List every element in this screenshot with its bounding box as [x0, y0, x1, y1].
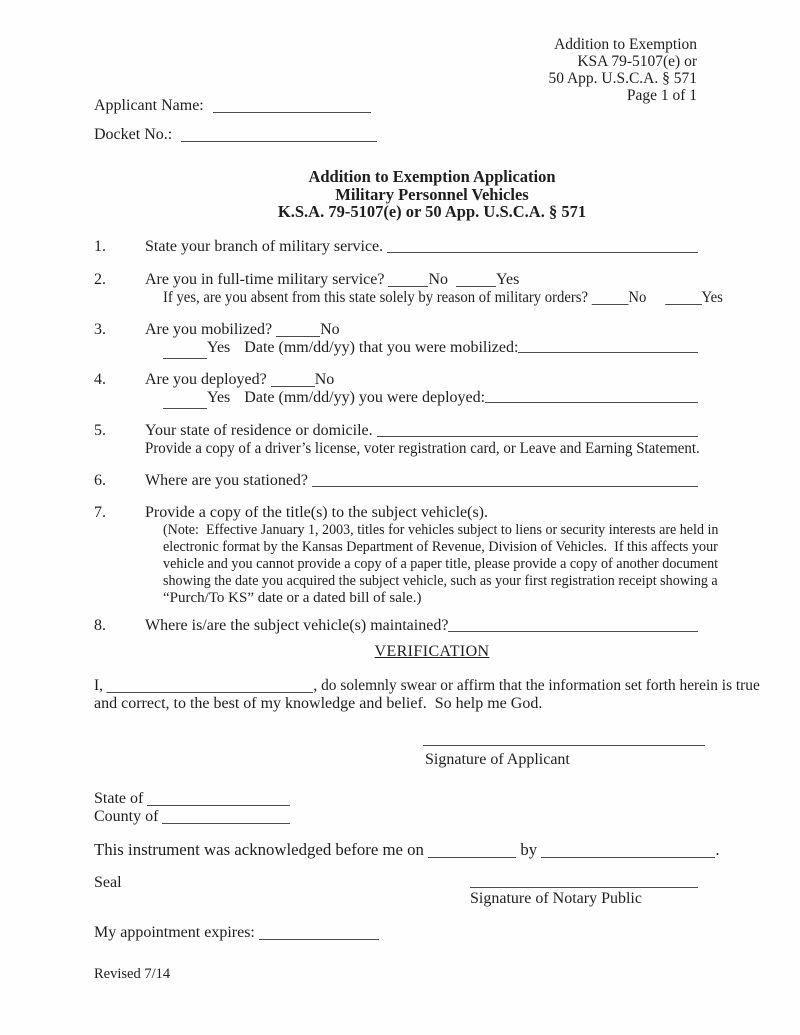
question-6	[94, 472, 698, 490]
docket-row	[94, 126, 377, 144]
yes-label: Yes	[207, 338, 231, 356]
acknowledgment-row	[94, 840, 720, 860]
header-line: KSA 79-5107(e) or	[577, 53, 697, 70]
verification-heading: VERIFICATION	[374, 643, 490, 660]
yes-label: Yes	[207, 388, 231, 406]
q5-instruction: Provide a copy of a driver’s license, voter registration card, or Leave and Earning Statement.	[145, 439, 700, 457]
question-number: 4.	[94, 371, 106, 388]
q3-line2	[163, 339, 698, 357]
yes-label: Yes	[701, 288, 723, 306]
docket-label: Docket No.:	[94, 126, 173, 143]
ack-period: .	[715, 840, 720, 859]
county-of-blank[interactable]	[162, 810, 290, 824]
by-label: by	[516, 840, 542, 859]
q8-maintained-blank[interactable]	[448, 631, 698, 632]
acknowledged-text: This instrument was acknowledged before me on	[94, 840, 429, 859]
question-number: 7.	[94, 504, 106, 521]
appointment-blank[interactable]	[259, 926, 379, 940]
q2-no-blank[interactable]	[388, 273, 428, 287]
q2-followup-no-blank[interactable]	[592, 291, 629, 305]
state-of-label: State of	[94, 790, 148, 807]
no-label: No	[320, 321, 340, 338]
q3-date-blank[interactable]	[518, 352, 698, 353]
notary-signature-label: Signature of Notary Public	[470, 890, 642, 907]
question-text: Where are you stationed?	[145, 472, 313, 489]
q3-no-blank[interactable]	[276, 323, 320, 337]
docket-blank[interactable]	[181, 128, 377, 142]
no-label: No	[314, 371, 335, 388]
question-2	[94, 271, 730, 306]
oath-paragraph	[94, 677, 766, 713]
oath-line1	[94, 677, 760, 695]
q2-followup-yes-blank[interactable]	[665, 291, 702, 305]
note-line: vehicle and you cannot provide a copy of a paper title, please provide a copy of another document	[163, 555, 719, 572]
title-line: Addition to Exemption Application	[308, 167, 556, 186]
county-of-label: County of	[94, 808, 163, 825]
applicant-name-label: Applicant Name:	[94, 97, 204, 114]
question-5	[94, 422, 698, 457]
note-line: showing the date you acquired the subject vehicle, such as your first registration receipt showing a	[163, 572, 718, 589]
question-7	[94, 504, 720, 607]
header-line: Addition to Exemption	[554, 36, 697, 53]
q5-state-blank[interactable]	[377, 436, 698, 437]
applicant-name-blank[interactable]	[213, 99, 371, 113]
title-line: K.S.A. 79-5107(e) or 50 App. U.S.C.A. § 571	[277, 202, 587, 221]
no-label: No	[428, 271, 449, 288]
seal-label: Seal	[94, 874, 122, 891]
q2-line2	[163, 288, 723, 307]
county-of-row	[94, 808, 290, 826]
q3-date-label: Date (mm/dd/yy) that you were mobilized:	[244, 338, 519, 356]
applicant-signature-line[interactable]	[423, 731, 705, 746]
q4-no-blank[interactable]	[271, 373, 315, 387]
q3-line1	[145, 321, 698, 339]
note-line: (Note: Effective January 1, 2003, titles for vehicles subject to liens or security interests are held in	[163, 521, 719, 538]
q4-line1	[145, 371, 698, 389]
oath-suffix: , do solemnly swear or affirm that the information set forth herein is true	[313, 677, 760, 694]
note-line: “Purch/To KS” date or a dated bill of sale.)	[163, 589, 422, 606]
q4-line2	[163, 389, 698, 407]
oath-prefix: I,	[94, 677, 103, 694]
header-line: Page 1 of 1	[626, 87, 697, 104]
appointment-row	[94, 924, 379, 942]
state-of-blank[interactable]	[147, 792, 290, 806]
note-line: electronic format by the Kansas Department of Revenue, Division of Vehicles. If this affects your	[163, 538, 718, 555]
q2-yes-blank[interactable]	[456, 273, 496, 287]
state-of-row	[94, 790, 290, 808]
question-text: Your state of residence or domicile.	[145, 422, 377, 439]
question-3	[94, 321, 698, 356]
ack-name-blank[interactable]	[541, 844, 715, 858]
oath-line2: and correct, to the best of my knowledge and belief. So help me God.	[94, 695, 543, 712]
applicant-signature-label: Signature of Applicant	[425, 751, 570, 768]
appointment-label: My appointment expires:	[94, 924, 259, 941]
header-citation	[548, 36, 697, 104]
question-number: 3.	[94, 321, 106, 338]
q2-line1	[145, 271, 730, 289]
question-text: State your branch of military service.	[145, 238, 388, 255]
question-number: 5.	[94, 422, 106, 439]
no-label: No	[628, 288, 647, 306]
question-text: Where is/are the subject vehicle(s) maintained?	[145, 617, 449, 634]
question-number: 8.	[94, 617, 106, 634]
q6-stationed-blank[interactable]	[312, 486, 698, 487]
q5-line1	[145, 422, 698, 440]
oath-name-blank[interactable]	[107, 679, 314, 693]
header-line: 50 App. U.S.C.A. § 571	[548, 70, 697, 87]
question-number: 6.	[94, 472, 106, 489]
verification-heading-row	[92, 643, 772, 661]
question-text: Are you mobilized?	[145, 321, 277, 338]
question-followup: If yes, are you absent from this state solely by reason of military orders?	[163, 288, 592, 306]
title-line: Military Personnel Vehicles	[335, 184, 529, 204]
yes-label: Yes	[496, 271, 520, 288]
question-number: 2.	[94, 271, 106, 288]
q4-date-blank[interactable]	[485, 402, 698, 403]
question-number: 1.	[94, 238, 106, 255]
question-text: Are you in full-time military service?	[145, 271, 389, 288]
question-8	[94, 617, 698, 635]
question-4	[94, 371, 698, 406]
q7-note	[163, 522, 718, 607]
revised-footer: Revised 7/14	[94, 966, 171, 982]
q1-branch-blank[interactable]	[387, 252, 698, 253]
question-1	[94, 238, 698, 256]
question-text: Are you deployed?	[145, 371, 271, 388]
q4-date-label: Date (mm/dd/yy) you were deployed:	[244, 388, 486, 406]
q4-yes-blank[interactable]	[163, 395, 207, 409]
q3-yes-blank[interactable]	[163, 345, 207, 359]
form-title	[92, 168, 772, 221]
applicant-name-row	[94, 97, 371, 115]
notary-signature-line[interactable]	[470, 873, 698, 888]
ack-date-blank[interactable]	[428, 844, 516, 858]
question-text: Provide a copy of the title(s) to the subject vehicle(s).	[145, 504, 489, 521]
